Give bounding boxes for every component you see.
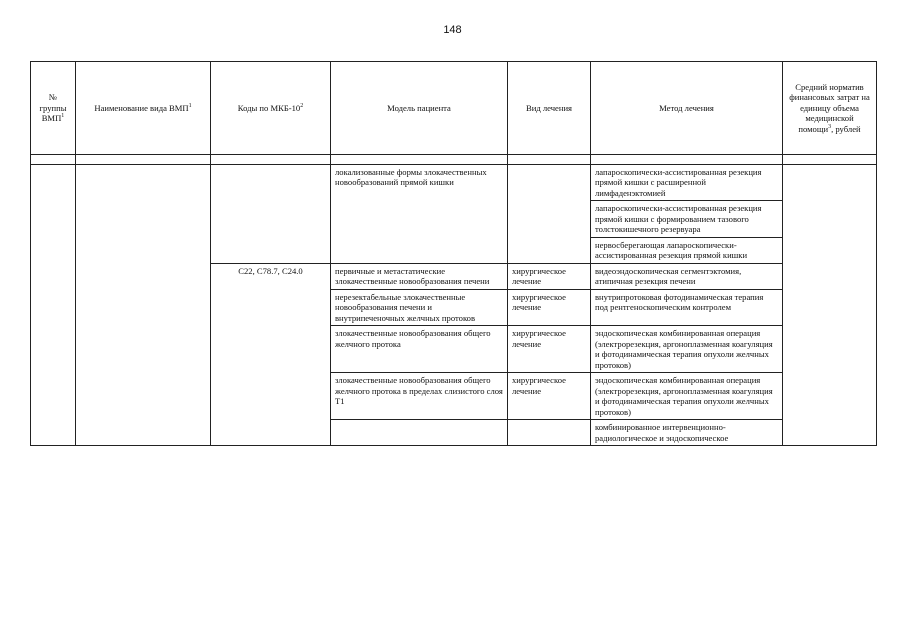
treatment-method-cell: нервосберегающая лапароскопически-ассистированная резекция прямой кишки (591, 237, 783, 263)
patient-model-cell: первичные и метастатические злокачественные новообразования печени (331, 263, 508, 289)
vmp-table (30, 61, 877, 446)
treatment-method-cell: комбинированное интервенционно-радиологическое и эндоскопическое (591, 420, 783, 446)
treatment-type-cell (508, 165, 591, 264)
treatment-method-cell: эндоскопическая комбинированная операция (электрорезекция, аргоноплазменная коагуляция и фотодинамическая терапия опухоли желчных протоков) (591, 326, 783, 373)
header-group-no: № группы ВМП$^1$ (31, 62, 76, 155)
treatment-type-cell (508, 420, 591, 446)
treatment-method-cell: эндоскопическая комбинированная операция (электрорезекция, аргоноплазменная коагуляция и фотодинамическая терапия опухоли желчных протоков) (591, 373, 783, 420)
vmp-name-cell (76, 165, 211, 446)
header-cost-norm: Средний норматив финансовых затрат на единицу объема медицинской помощи$^3$, рублей (783, 62, 877, 155)
treatment-type-cell: хирургическое лечение (508, 263, 591, 289)
patient-model-cell (331, 420, 508, 446)
icd-codes-cell: C22, C78.7, C24.0 (211, 263, 331, 445)
group-no-cell (31, 165, 76, 446)
header-treatment-method: Метод лечения (591, 62, 783, 155)
treatment-type-cell: хирургическое лечение (508, 289, 591, 325)
treatment-method-cell: внутрипротоковая фотодинамическая терапия под рентгеноскопическим контролем (591, 289, 783, 325)
patient-model-cell: злокачественные новообразования общего желчного протока в пределах слизистого слоя T1 (331, 373, 508, 420)
treatment-type-cell: хирургическое лечение (508, 326, 591, 373)
icd-codes-cell (211, 165, 331, 264)
page-number: 148 (443, 24, 462, 36)
patient-model-cell: локализованные формы злокачественных новообразований прямой кишки (331, 165, 508, 264)
cost-norm-cell (783, 165, 877, 446)
table-row (31, 165, 877, 201)
header-spacer-row (31, 155, 877, 165)
treatment-type-cell: хирургическое лечение (508, 373, 591, 420)
patient-model-cell: нерезектабельные злокачественные новообразования печени и внутрипеченочных желчных протоков (331, 289, 508, 325)
treatment-method-cell: лапароскопически-ассистированная резекция прямой кишки с формированием тазового толстокишечного резервуара (591, 201, 783, 237)
patient-model-cell: злокачественные новообразования общего желчного протока (331, 326, 508, 373)
header-vmp-name: Наименование вида ВМП$^1$ (76, 62, 211, 155)
table-header-row (31, 62, 877, 155)
treatment-method-cell: видеоэндоскопическая сегментэктомия, атипичная резекция печени (591, 263, 783, 289)
treatment-method-cell: лапароскопически-ассистированная резекция прямой кишки с расширенной лимфаденэктомией (591, 165, 783, 201)
header-treatment-type: Вид лечения (508, 62, 591, 155)
header-patient-model: Модель пациента (331, 62, 508, 155)
header-icd-codes: Коды по МКБ-$10^2$ (211, 62, 331, 155)
